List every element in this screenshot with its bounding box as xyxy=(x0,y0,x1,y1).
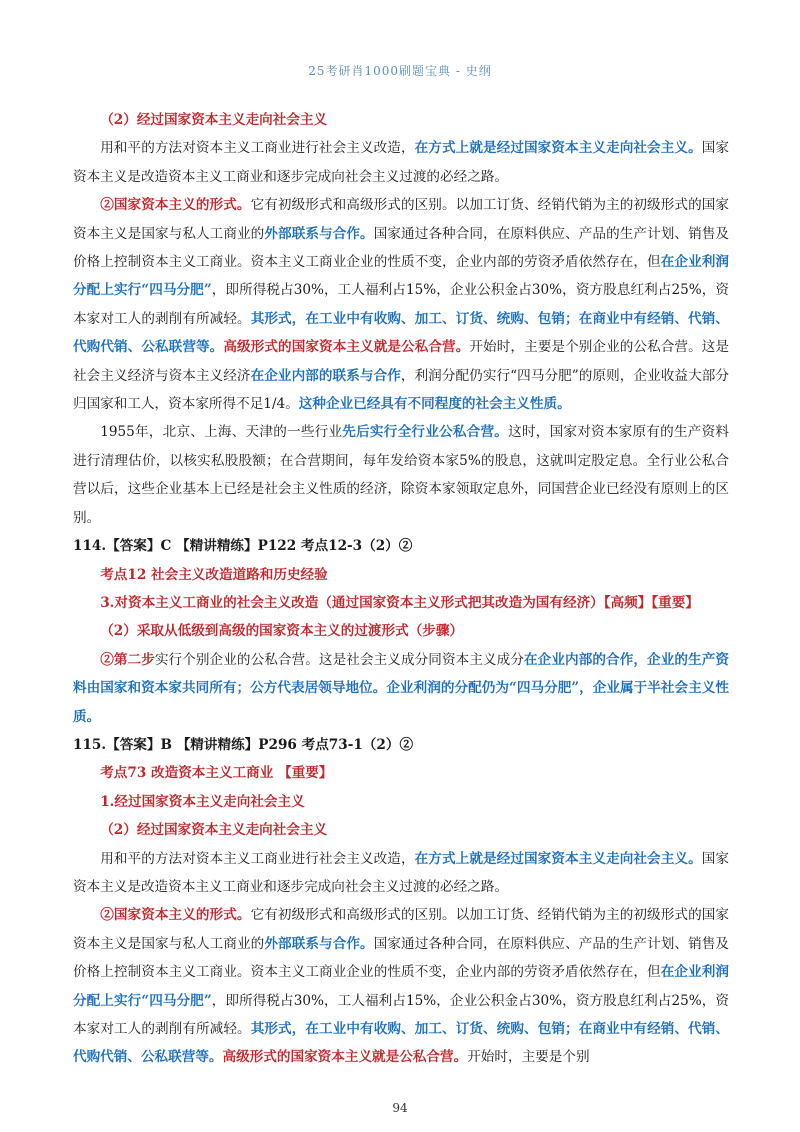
text-run: 开始时，主要是个别企业的公私合营。这是社会主义经济与资本主义经济 xyxy=(73,339,730,384)
text-run: 在企业利润分配上实行“四马分肥” xyxy=(73,254,730,299)
paragraph xyxy=(73,134,729,191)
text-run: 用和平的方法对资本主义工商业进行社会主义改造， xyxy=(100,850,415,867)
answer-line xyxy=(73,731,729,759)
paragraph xyxy=(73,418,729,532)
text-run: 国家资本主义是改造资本主义工商业和逐步完成向社会主义过渡的必经之路。 xyxy=(73,850,730,895)
text-run: ，利润分配仍实行“四马分肥”的原则，企业收益大部分归国家和工人，资本家所得不足1/4。 xyxy=(73,367,730,413)
text-run: 3.对资本主义工商业的社会主义改造（通过国家资本主义形式把其改造为国有经济）【高频】【重要】 xyxy=(100,594,699,611)
text-run: 这种企业已经具有不同程度的社会主义性质。 xyxy=(298,396,571,413)
subsection-heading xyxy=(73,106,729,134)
text-run: ②第二步 xyxy=(100,651,155,668)
text-run: 114.【答案】C 【精讲精练】P122 考点12-3（2）② xyxy=(73,538,413,555)
text-run: 考点73 改造资本主义工商业 【重要】 xyxy=(100,765,333,782)
document-body xyxy=(73,106,729,1072)
text-run: 外部联系与合作。 xyxy=(264,935,374,952)
text-run: （2）经过国家资本主义走向社会主义 xyxy=(100,112,328,128)
section-heading xyxy=(73,788,729,816)
text-run: 在企业内部的合作，企业的生产资料由国家和资本家共同所有；公方代表居领导地位。企业利润的分配仍为“四马分肥”，企业属于半社会主义性质。 xyxy=(73,651,730,725)
paragraph xyxy=(73,901,729,1071)
text-run: 其形式，在工业中有收购、加工、订货、统购、包销；在商业中有经销、代销、代购代销、公私联营等。 xyxy=(73,310,729,356)
text-run: 在方式上就是经过国家资本主义走向社会主义。 xyxy=(414,850,702,867)
answer-line xyxy=(73,532,729,560)
text-run: 高级形式的国家资本主义就是公私合营。 xyxy=(222,1049,468,1066)
text-run: 1.经过国家资本主义走向社会主义 xyxy=(100,793,305,810)
text-run: ②国家资本主义的形式。 xyxy=(100,197,251,214)
text-run: 外部联系与合作。 xyxy=(264,225,374,242)
paragraph xyxy=(73,845,729,902)
text-run: 其形式，在工业中有收购、加工、订货、统购、包销；在商业中有经销、代销、代购代销、公私联营等。 xyxy=(73,1021,729,1066)
text-run: 先后实行全行业公私合营。 xyxy=(342,424,509,441)
text-run: 它有初级形式和高级形式的区别。以加工订货、经销代销为主的初级形式的国家资本主义是国家与私人工商业的 xyxy=(73,197,730,242)
text-run: 115.【答案】B 【精讲精练】P296 考点73-1（2）② xyxy=(73,736,414,753)
text-run: 用和平的方法对资本主义工商业进行社会主义改造， xyxy=(100,140,415,157)
text-run: ②国家资本主义的形式。 xyxy=(100,907,251,924)
text-run: 高级形式的国家资本主义就是公私合营。 xyxy=(223,339,470,356)
topic-heading xyxy=(73,561,729,589)
text-run: 国家通过各种合同，在原料供应、产品的生产计划、销售及价格上控制资本主义工商业。资本主义工商业企业的性质不变，企业内部的劳资矛盾依然存在，但 xyxy=(73,225,730,271)
text-run: （2）采取从低级到高级的国家资本主义的过渡形式（步骤） xyxy=(100,623,464,640)
text-run: 1955年，北京、上海、天津的一些行业 xyxy=(100,424,343,441)
section-heading xyxy=(73,589,729,617)
paragraph xyxy=(73,191,729,418)
text-run: （2）经过国家资本主义走向社会主义 xyxy=(100,822,328,839)
text-run: 国家通过各种合同，在原料供应、产品的生产计划、销售及价格上控制资本主义工商业。资本主义工商业企业的性质不变，企业内部的劳资矛盾依然存在，但 xyxy=(73,935,730,981)
page-header: 25考研肖1000刷题宝典 - 史纲 xyxy=(308,64,492,78)
text-run: 在企业利润分配上实行“四马分肥” xyxy=(73,964,730,1009)
text-run: 在方式上就是经过国家资本主义走向社会主义。 xyxy=(414,140,702,157)
paragraph xyxy=(73,646,729,731)
text-run: 在企业内部的联系与合作 xyxy=(250,367,401,384)
text-run: 它有初级形式和高级形式的区别。以加工订货、经销代销为主的初级形式的国家资本主义是国家与私人工商业的 xyxy=(73,907,730,952)
text-run: 实行个别企业的公私合营。这是社会主义成分同资本主义成分 xyxy=(154,651,525,668)
text-run: 开始时，主要是个别 xyxy=(467,1049,590,1066)
text-run: 考点12 社会主义改造道路和历史经验 xyxy=(100,566,328,583)
topic-heading xyxy=(73,759,729,787)
page-number: 94 xyxy=(392,1101,408,1115)
text-run: 国家资本主义是改造资本主义工商业和逐步完成向社会主义过渡的必经之路。 xyxy=(73,140,730,185)
subsection-heading xyxy=(73,816,729,844)
text-run: ，即所得税占30%，工人福利占15%，企业公积金占30%，资方股息红利占25%，资本家对工人的剥削有所减轻。 xyxy=(73,992,729,1037)
subsection-heading xyxy=(73,617,729,645)
text-run: 这时，国家对资本家原有的生产资料进行清理估价，以核实私股股额；在合营期间，每年发给资本家5%的股息，这就叫定股定息。全行业公私合营以后，这些企业基本上已经是社会主义性质的经济，除资本家领取定息外，同国营企业已经没有原则上的区别。 xyxy=(73,424,729,526)
text-run: ，即所得税占30%，工人福利占15%，企业公积金占30%，资方股息红利占25%，资本家对工人的剥削有所减轻。 xyxy=(73,282,729,327)
